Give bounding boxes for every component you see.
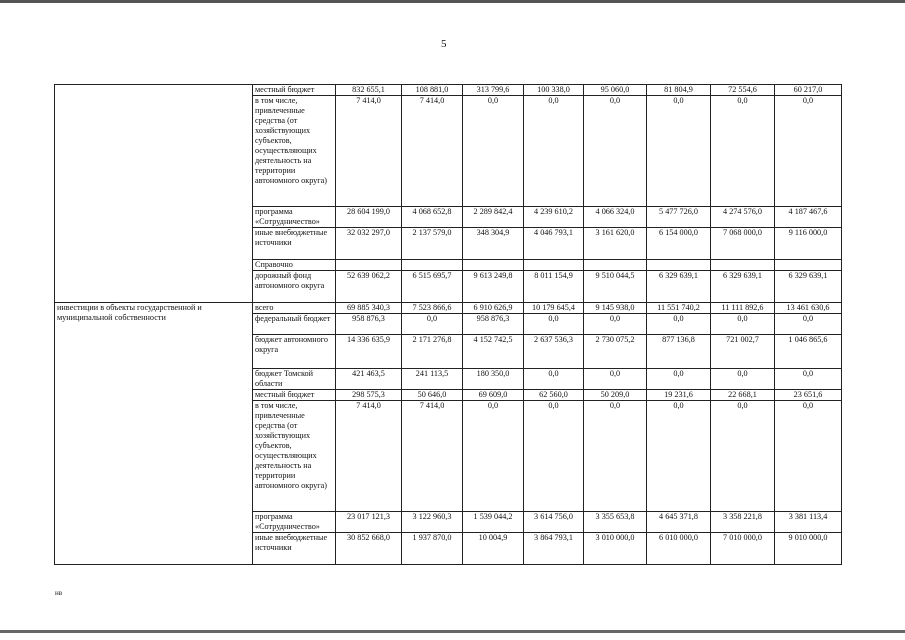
funding-source-cell: Справочно (253, 260, 336, 271)
value-cell: 721 002,7 (711, 335, 775, 369)
value-cell: 3 358 221,8 (711, 512, 775, 533)
value-cell: 50 209,0 (584, 390, 647, 401)
value-cell (647, 260, 711, 271)
value-cell: 0,0 (463, 401, 524, 512)
funding-source-cell: программа «Сотрудничество» (253, 207, 336, 228)
value-cell: 4 068 652,8 (402, 207, 463, 228)
value-cell (711, 260, 775, 271)
value-cell: 8 011 154,9 (524, 271, 584, 303)
value-cell: 6 515 695,7 (402, 271, 463, 303)
value-cell: 69 885 340,3 (336, 303, 402, 314)
value-cell: 0,0 (647, 401, 711, 512)
value-cell: 2 137 579,0 (402, 228, 463, 260)
value-cell: 0,0 (584, 314, 647, 335)
value-cell: 0,0 (775, 401, 842, 512)
funding-source-cell: федеральный бюджет (253, 314, 336, 335)
value-cell: 13 461 630,6 (775, 303, 842, 314)
value-cell: 7 068 000,0 (711, 228, 775, 260)
value-cell (775, 260, 842, 271)
value-cell: 4 046 793,1 (524, 228, 584, 260)
scan-edge-top (0, 0, 905, 3)
value-cell: 30 852 668,0 (336, 533, 402, 565)
funding-source-cell: иные внебюджетные источники (253, 533, 336, 565)
value-cell: 0,0 (402, 314, 463, 335)
value-cell: 241 113,5 (402, 369, 463, 390)
value-cell: 0,0 (647, 369, 711, 390)
value-cell: 11 111 892,6 (711, 303, 775, 314)
funding-source-cell: местный бюджет (253, 85, 336, 96)
value-cell: 0,0 (711, 401, 775, 512)
value-cell: 10 179 645,4 (524, 303, 584, 314)
value-cell: 9 510 044,5 (584, 271, 647, 303)
value-cell: 348 304,9 (463, 228, 524, 260)
value-cell (463, 260, 524, 271)
value-cell: 9 116 000,0 (775, 228, 842, 260)
value-cell: 0,0 (584, 401, 647, 512)
value-cell: 5 477 726,0 (647, 207, 711, 228)
value-cell: 2 730 075,2 (584, 335, 647, 369)
value-cell: 0,0 (524, 369, 584, 390)
value-cell: 60 217,0 (775, 85, 842, 96)
value-cell: 100 338,0 (524, 85, 584, 96)
value-cell: 0,0 (524, 401, 584, 512)
value-cell: 0,0 (711, 96, 775, 207)
value-cell: 3 614 756,0 (524, 512, 584, 533)
value-cell: 108 881,0 (402, 85, 463, 96)
value-cell: 1 539 044,2 (463, 512, 524, 533)
value-cell: 0,0 (647, 96, 711, 207)
value-cell: 7 414,0 (336, 96, 402, 207)
section-label-cell: инвестиции в объекты государственной и муниципальной собственности (55, 303, 253, 565)
value-cell: 6 154 000,0 (647, 228, 711, 260)
value-cell: 19 231,6 (647, 390, 711, 401)
funding-source-cell: бюджет Томской области (253, 369, 336, 390)
value-cell: 958 876,3 (336, 314, 402, 335)
value-cell: 4 239 610,2 (524, 207, 584, 228)
value-cell: 3 381 113,4 (775, 512, 842, 533)
value-cell: 6 910 626,9 (463, 303, 524, 314)
value-cell: 28 604 199,0 (336, 207, 402, 228)
value-cell: 23 017 121,3 (336, 512, 402, 533)
value-cell (336, 260, 402, 271)
value-cell: 72 554,6 (711, 85, 775, 96)
value-cell: 0,0 (524, 314, 584, 335)
value-cell: 0,0 (584, 369, 647, 390)
value-cell: 0,0 (584, 96, 647, 207)
section-label-cell (55, 85, 253, 303)
value-cell: 81 804,9 (647, 85, 711, 96)
value-cell: 4 066 324,0 (584, 207, 647, 228)
value-cell: 14 336 635,9 (336, 335, 402, 369)
value-cell: 62 560,0 (524, 390, 584, 401)
table-body (55, 85, 842, 565)
value-cell: 0,0 (775, 314, 842, 335)
value-cell: 10 004,9 (463, 533, 524, 565)
value-cell: 6 329 639,1 (711, 271, 775, 303)
value-cell (524, 260, 584, 271)
value-cell: 1 937 870,0 (402, 533, 463, 565)
footer-mark: нв (55, 589, 63, 597)
value-cell: 421 463,5 (336, 369, 402, 390)
table-row (55, 85, 842, 96)
funding-source-cell: программа «Сотрудничество» (253, 512, 336, 533)
funding-source-cell: местный бюджет (253, 390, 336, 401)
value-cell: 9 613 249,8 (463, 271, 524, 303)
value-cell: 0,0 (711, 369, 775, 390)
value-cell: 22 668,1 (711, 390, 775, 401)
value-cell: 298 575,3 (336, 390, 402, 401)
value-cell: 3 010 000,0 (584, 533, 647, 565)
value-cell: 0,0 (775, 96, 842, 207)
value-cell: 3 355 653,8 (584, 512, 647, 533)
value-cell (402, 260, 463, 271)
value-cell: 832 655,1 (336, 85, 402, 96)
funding-source-cell: иные внебюджетные источники (253, 228, 336, 260)
value-cell: 0,0 (463, 96, 524, 207)
value-cell: 877 136,8 (647, 335, 711, 369)
value-cell: 0,0 (524, 96, 584, 207)
funding-source-cell: бюджет автономного округа (253, 335, 336, 369)
value-cell: 2 171 276,8 (402, 335, 463, 369)
value-cell: 4 152 742,5 (463, 335, 524, 369)
value-cell: 180 350,0 (463, 369, 524, 390)
value-cell: 3 864 793,1 (524, 533, 584, 565)
value-cell: 3 161 620,0 (584, 228, 647, 260)
value-cell: 6 010 000,0 (647, 533, 711, 565)
value-cell: 7 414,0 (402, 96, 463, 207)
value-cell: 7 414,0 (402, 401, 463, 512)
value-cell: 52 639 062,2 (336, 271, 402, 303)
value-cell: 6 329 639,1 (775, 271, 842, 303)
value-cell: 958 876,3 (463, 314, 524, 335)
value-cell: 50 646,0 (402, 390, 463, 401)
value-cell: 4 645 371,8 (647, 512, 711, 533)
value-cell: 7 523 866,6 (402, 303, 463, 314)
value-cell: 3 122 960,3 (402, 512, 463, 533)
value-cell (584, 260, 647, 271)
value-cell: 9 010 000,0 (775, 533, 842, 565)
value-cell: 7 414,0 (336, 401, 402, 512)
value-cell: 23 651,6 (775, 390, 842, 401)
scan-edge-bottom (0, 630, 905, 633)
table-row (55, 303, 842, 314)
page-number: 5 (441, 38, 447, 50)
value-cell: 11 551 740,2 (647, 303, 711, 314)
value-cell: 0,0 (647, 314, 711, 335)
funding-source-cell: всего (253, 303, 336, 314)
value-cell: 32 032 297,0 (336, 228, 402, 260)
value-cell: 6 329 639,1 (647, 271, 711, 303)
value-cell: 9 145 938,0 (584, 303, 647, 314)
value-cell: 0,0 (775, 369, 842, 390)
funding-source-cell: в том числе, привлеченные средства (от хозяйствующих субъектов, осуществляющих деятельность на территории автономного округа) (253, 401, 336, 512)
value-cell: 95 060,0 (584, 85, 647, 96)
value-cell: 1 046 865,6 (775, 335, 842, 369)
value-cell: 69 609,0 (463, 390, 524, 401)
value-cell: 2 637 536,3 (524, 335, 584, 369)
value-cell: 313 799,6 (463, 85, 524, 96)
budget-table (54, 84, 842, 565)
value-cell: 0,0 (711, 314, 775, 335)
funding-source-cell: дорожный фонд автономного округа (253, 271, 336, 303)
value-cell: 4 187 467,6 (775, 207, 842, 228)
value-cell: 4 274 576,0 (711, 207, 775, 228)
value-cell: 7 010 000,0 (711, 533, 775, 565)
value-cell: 2 289 842,4 (463, 207, 524, 228)
funding-source-cell: в том числе, привлеченные средства (от хозяйствующих субъектов, осуществляющих деятельность на территории автономного округа) (253, 96, 336, 207)
